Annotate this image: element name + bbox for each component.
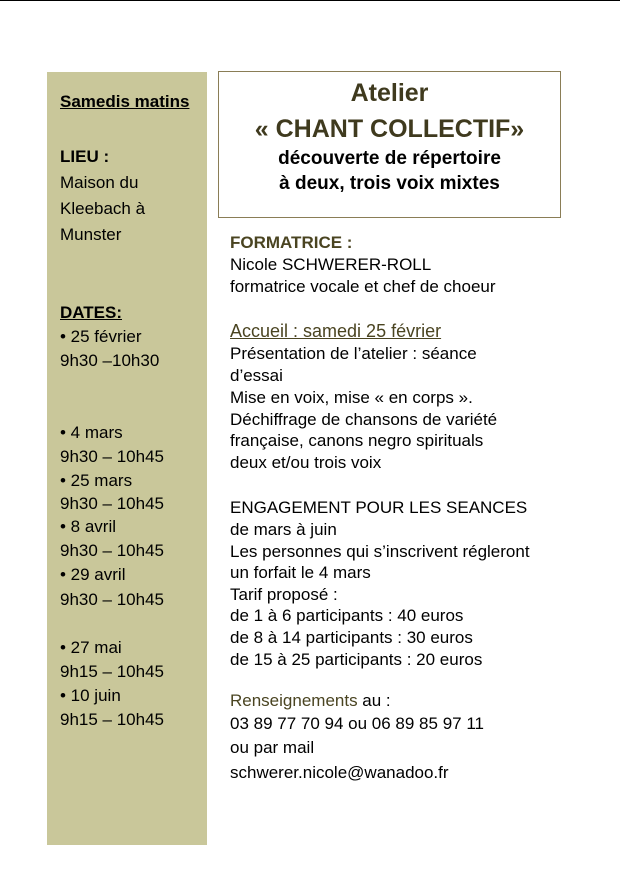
- title-chant-collectif: « CHANT COLLECTIF»: [254, 115, 525, 143]
- date-day: • 25 mars: [60, 471, 133, 490]
- formatrice-role: formatrice vocale et chef de choeur: [230, 277, 496, 296]
- subtitle-line: à deux, trois voix mixtes: [279, 173, 500, 194]
- title-atelier: Atelier: [350, 79, 429, 107]
- contact-phones: 03 89 77 70 94 ou 06 89 85 97 11: [230, 714, 484, 733]
- renseignements-suffix: au :: [357, 691, 391, 710]
- sidebar-heading: Samedis matins: [60, 92, 190, 111]
- formatrice-label: FORMATRICE :: [230, 233, 353, 252]
- formatrice-name: Nicole SCHWERER-ROLL: [230, 255, 432, 274]
- contact-heading: [230, 690, 391, 712]
- contact-mail-intro: ou par mail: [230, 738, 315, 757]
- date-day: • 27 mai: [60, 638, 122, 657]
- engagement-line: Les personnes qui s’inscrivent régleront: [230, 542, 530, 561]
- lieu-heading: [60, 145, 109, 169]
- date-time: 9h30 – 10h45: [60, 494, 164, 513]
- accueil-line: deux et/ou trois voix: [230, 453, 382, 472]
- accueil-line: française, canons negro spirituals: [230, 431, 484, 450]
- top-border-line: [0, 0, 620, 1]
- date-day: • 29 avril: [60, 565, 126, 584]
- date-day: • 8 avril: [60, 517, 117, 536]
- lieu-label: LIEU: [60, 147, 99, 166]
- subtitle-line: découverte de répertoire: [278, 148, 501, 169]
- tarif-line: de 8 à 14 participants : 30 euros: [230, 628, 473, 647]
- lieu-line: Munster: [60, 225, 122, 244]
- dates-heading: DATES:: [60, 303, 123, 322]
- schedule-sidebar: [47, 72, 207, 845]
- contact-email[interactable]: schwerer.nicole@wanadoo.fr: [230, 763, 449, 782]
- accueil-line: Mise en voix, mise « en corps ».: [230, 388, 473, 407]
- date-time: 9h15 – 10h45: [60, 662, 164, 681]
- date-day: • 10 juin: [60, 686, 121, 705]
- accueil-line: Présentation de l’atelier : séance: [230, 344, 477, 363]
- lieu-line: Maison du: [60, 173, 139, 192]
- engagement-heading: ENGAGEMENT POUR LES SEANCES: [230, 498, 528, 517]
- title-box: [218, 71, 561, 218]
- lieu-colon: :: [98, 147, 110, 166]
- accueil-line: Déchiffrage de chansons de variété: [230, 410, 498, 429]
- engagement-line: Tarif proposé :: [230, 585, 338, 604]
- date-time: 9h30 – 10h45: [60, 447, 164, 466]
- engagement-line: de mars à juin: [230, 520, 337, 539]
- date-day: • 4 mars: [60, 423, 123, 442]
- engagement-line: un forfait le 4 mars: [230, 563, 371, 582]
- tarif-line: de 1 à 6 participants : 40 euros: [230, 606, 464, 625]
- date-time: 9h30 – 10h45: [60, 541, 164, 560]
- date-time: 9h15 – 10h45: [60, 710, 164, 729]
- renseignements-label: Renseignements: [230, 691, 358, 710]
- date-day: • 25 février: [60, 327, 142, 346]
- tarif-line: de 15 à 25 participants : 20 euros: [230, 650, 483, 669]
- lieu-line: Kleebach à: [60, 199, 146, 218]
- date-time: 9h30 – 10h45: [60, 590, 164, 609]
- date-time: 9h30 –10h30: [60, 351, 160, 370]
- accueil-heading: Accueil : samedi 25 février: [230, 321, 442, 341]
- accueil-line: d’essai: [230, 366, 283, 385]
